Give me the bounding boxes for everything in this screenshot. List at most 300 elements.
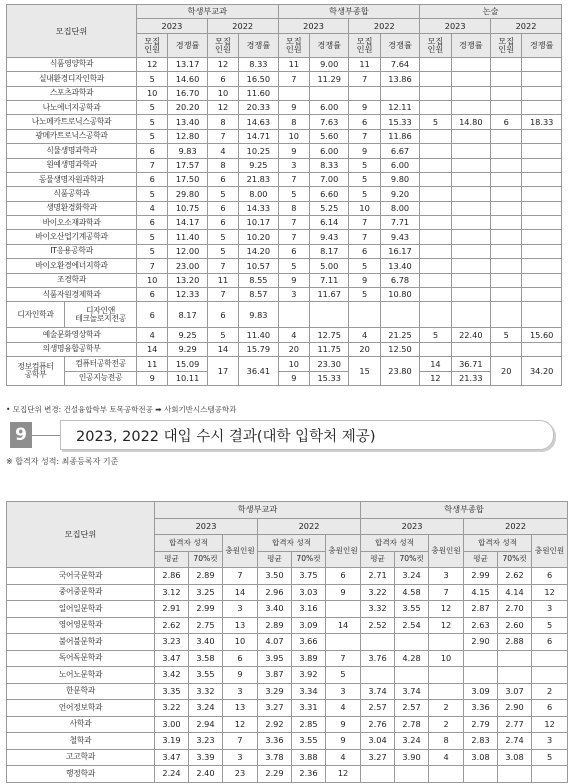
cell-value bbox=[532, 650, 568, 667]
cell-value: 7 bbox=[349, 230, 380, 244]
cell-value: 6.78 bbox=[380, 273, 420, 287]
cell-value bbox=[491, 259, 522, 273]
cell-value: 10 bbox=[278, 129, 309, 143]
cell-value: 34.20 bbox=[522, 357, 562, 386]
header-row bbox=[7, 502, 568, 519]
year-header: 2023 bbox=[420, 19, 491, 33]
table-row bbox=[7, 700, 568, 717]
section-number: 9 bbox=[10, 422, 32, 448]
unit-name: 실내환경디자인학과 bbox=[7, 72, 137, 86]
cell-value: 9.29 bbox=[168, 342, 207, 356]
cell-value: 8.55 bbox=[239, 273, 279, 287]
cell-value: 13.40 bbox=[168, 115, 207, 129]
recruit-header: 모집 인원 bbox=[137, 33, 168, 57]
cell-value: 8 bbox=[278, 115, 309, 129]
cell-value: 6 bbox=[137, 302, 168, 328]
cell-value bbox=[522, 288, 562, 302]
unit-name: 식물생명과학과 bbox=[7, 144, 137, 158]
unit-name: 나노메카트로닉스공학과 bbox=[7, 115, 137, 129]
table-row bbox=[7, 57, 562, 71]
cell-value: 10.17 bbox=[239, 216, 279, 230]
table-row bbox=[7, 667, 568, 684]
cell-value: 3.24 bbox=[395, 733, 429, 750]
section-title: 2023, 2022 대입 수시 결과(대학 입학처 제공) bbox=[76, 429, 376, 445]
cell-value: 15.33 bbox=[380, 115, 420, 129]
table-row bbox=[7, 72, 562, 86]
cell-value: 11 bbox=[137, 357, 168, 371]
cell-value: 5 bbox=[137, 115, 168, 129]
cell-value: 7 bbox=[349, 216, 380, 230]
cell-value: 12 bbox=[326, 766, 361, 783]
cell-value: 2.24 bbox=[155, 766, 189, 783]
cell-value bbox=[451, 158, 490, 172]
cell-value bbox=[420, 244, 451, 258]
cell-value: 7.63 bbox=[309, 115, 348, 129]
cell-value: 11 bbox=[349, 57, 380, 71]
cell-value: 3 bbox=[223, 683, 258, 700]
cell-value: 6 bbox=[532, 634, 568, 651]
cell-value: 2.60 bbox=[498, 617, 532, 634]
cell-value: 7 bbox=[207, 288, 238, 302]
cell-value bbox=[429, 634, 464, 651]
major-name: 인공지능전공 bbox=[65, 371, 137, 385]
cell-value: 3.07 bbox=[498, 683, 532, 700]
cell-value: 5 bbox=[137, 100, 168, 114]
cell-value: 9 bbox=[137, 371, 168, 385]
cell-value: 5 bbox=[207, 244, 238, 258]
cell-value: 5 bbox=[137, 230, 168, 244]
cell-value bbox=[522, 244, 562, 258]
cell-value bbox=[451, 57, 490, 71]
cell-value: 2 bbox=[532, 683, 568, 700]
unit-name: 예술문화영상학과 bbox=[7, 328, 137, 342]
cell-value: 6 bbox=[532, 700, 568, 717]
cell-value bbox=[491, 57, 522, 71]
cell-value: 12.75 bbox=[309, 328, 348, 342]
unit-name: 스포츠과학과 bbox=[7, 86, 137, 100]
table-row bbox=[7, 716, 568, 733]
cell-value: 3.04 bbox=[361, 733, 395, 750]
cell-value: 5 bbox=[137, 72, 168, 86]
unit-name: 독어독문학과 bbox=[7, 650, 155, 667]
cell-value bbox=[309, 302, 348, 328]
cell-value: 8.33 bbox=[309, 158, 348, 172]
cut-header: 70%컷 bbox=[292, 551, 326, 568]
cell-value bbox=[395, 667, 429, 684]
cell-value bbox=[420, 342, 451, 356]
cell-value: 9 bbox=[278, 100, 309, 114]
cell-value bbox=[420, 57, 451, 71]
cell-value: 7 bbox=[349, 72, 380, 86]
cell-value: 5 bbox=[420, 328, 451, 342]
cell-value bbox=[451, 230, 490, 244]
avg-header: 평균 bbox=[361, 551, 395, 568]
table-row bbox=[7, 129, 562, 143]
cell-value: 2.79 bbox=[464, 716, 498, 733]
cell-value: 7 bbox=[429, 584, 464, 601]
recruit-header: 모집 인원 bbox=[420, 33, 451, 57]
year-header: 2023 bbox=[361, 518, 464, 535]
cell-value bbox=[380, 86, 420, 100]
cell-value: 17 bbox=[207, 357, 238, 386]
cell-value: 12 bbox=[137, 57, 168, 71]
cell-value bbox=[349, 86, 380, 100]
year-header: 2022 bbox=[207, 19, 278, 33]
cell-value: 7.11 bbox=[309, 273, 348, 287]
cell-value: 10.57 bbox=[239, 259, 279, 273]
cell-value: 2.57 bbox=[361, 700, 395, 717]
unit-name: 행정학과 bbox=[7, 766, 155, 783]
cell-value: 7 bbox=[278, 172, 309, 186]
year-header: 2022 bbox=[349, 19, 420, 33]
cell-value: 14.60 bbox=[168, 72, 207, 86]
cell-value: 5 bbox=[137, 187, 168, 201]
cell-value: 7 bbox=[278, 72, 309, 86]
table-row bbox=[7, 617, 568, 634]
cell-value: 3.90 bbox=[395, 749, 429, 766]
cell-value: 3.27 bbox=[361, 749, 395, 766]
table-row bbox=[7, 584, 568, 601]
unit-name: 일어일문학과 bbox=[7, 601, 155, 618]
cell-value: 13.17 bbox=[168, 57, 207, 71]
cell-value: 15 bbox=[349, 357, 380, 386]
cell-value: 6.67 bbox=[380, 144, 420, 158]
cell-value bbox=[326, 601, 361, 618]
cell-value: 3.75 bbox=[292, 568, 326, 585]
year-header: 2022 bbox=[464, 518, 568, 535]
unit-name: 정보컴퓨터 공학부 bbox=[7, 357, 65, 386]
cell-value: 15.09 bbox=[168, 357, 207, 371]
cell-value: 5 bbox=[207, 328, 238, 342]
rate-header: 경쟁률 bbox=[522, 33, 562, 57]
cell-value: 4 bbox=[429, 749, 464, 766]
cell-value: 8.57 bbox=[239, 288, 279, 302]
cell-value bbox=[491, 129, 522, 143]
year-header: 2022 bbox=[491, 19, 562, 33]
cell-value: 29.80 bbox=[168, 187, 207, 201]
cell-value: 3.47 bbox=[155, 749, 189, 766]
cell-value bbox=[420, 288, 451, 302]
cell-value: 12 bbox=[207, 57, 238, 71]
cell-value: 11.40 bbox=[239, 328, 279, 342]
cell-value bbox=[491, 273, 522, 287]
cell-value: 2.76 bbox=[361, 716, 395, 733]
cell-value: 9.83 bbox=[168, 144, 207, 158]
cell-value: 20 bbox=[349, 342, 380, 356]
cell-value bbox=[420, 259, 451, 273]
cell-value: 2.78 bbox=[395, 716, 429, 733]
cell-value: 3.74 bbox=[361, 683, 395, 700]
cell-value bbox=[491, 230, 522, 244]
unit-name: 식품공학과 bbox=[7, 187, 137, 201]
cell-value: 9 bbox=[349, 273, 380, 287]
extra-header: 충원인원 bbox=[429, 535, 464, 568]
cell-value: 5 bbox=[532, 617, 568, 634]
rate-header: 경쟁률 bbox=[168, 33, 207, 57]
cell-value: 14.20 bbox=[239, 244, 279, 258]
cell-value: 4.07 bbox=[258, 634, 292, 651]
cell-value: 11.86 bbox=[380, 129, 420, 143]
cell-value: 8.33 bbox=[239, 57, 279, 71]
cell-value: 9 bbox=[223, 667, 258, 684]
cell-value: 7 bbox=[223, 733, 258, 750]
unit-name: 철학과 bbox=[7, 733, 155, 750]
cell-value bbox=[429, 766, 464, 783]
cell-value bbox=[420, 86, 451, 100]
cell-value: 13.40 bbox=[380, 259, 420, 273]
table-row bbox=[7, 144, 562, 158]
cell-value bbox=[491, 158, 522, 172]
cell-value bbox=[451, 216, 490, 230]
cell-value bbox=[420, 273, 451, 287]
table-row bbox=[7, 749, 568, 766]
cell-value: 2 bbox=[429, 700, 464, 717]
cell-value: 2.62 bbox=[498, 568, 532, 585]
cell-value bbox=[451, 72, 490, 86]
cell-value: 9.25 bbox=[168, 328, 207, 342]
unit-name: 광메카트로닉스공학과 bbox=[7, 129, 137, 143]
cell-value: 7 bbox=[278, 216, 309, 230]
unit-name: 바이오소재과학과 bbox=[7, 216, 137, 230]
cell-value bbox=[451, 259, 490, 273]
cell-value bbox=[429, 667, 464, 684]
cell-value bbox=[451, 302, 490, 328]
table-row bbox=[7, 86, 562, 100]
group-header: 학생부교과 bbox=[137, 5, 279, 19]
cell-value: 2.89 bbox=[258, 617, 292, 634]
cell-value: 15.79 bbox=[239, 342, 279, 356]
cell-value: 4 bbox=[278, 328, 309, 342]
cell-value: 10 bbox=[137, 273, 168, 287]
cell-value: 7 bbox=[278, 230, 309, 244]
cell-value: 6 bbox=[207, 216, 238, 230]
grade-header: 합격자 성적 bbox=[361, 535, 429, 552]
cell-value: 13 bbox=[223, 700, 258, 717]
cell-value: 3.27 bbox=[258, 700, 292, 717]
cell-value: 10.11 bbox=[168, 371, 207, 385]
cell-value: 7 bbox=[207, 129, 238, 143]
cell-value: 5 bbox=[349, 288, 380, 302]
table-row bbox=[7, 259, 562, 273]
cell-value: 14.63 bbox=[239, 115, 279, 129]
group-header: 학생부교과 bbox=[155, 502, 361, 519]
cell-value bbox=[420, 201, 451, 215]
table-row bbox=[7, 273, 562, 287]
cell-value bbox=[491, 244, 522, 258]
cell-value: 12 bbox=[429, 601, 464, 618]
cell-value bbox=[491, 201, 522, 215]
cell-value bbox=[522, 187, 562, 201]
cell-value: 10 bbox=[278, 357, 309, 371]
cell-value: 12.33 bbox=[168, 288, 207, 302]
section-header bbox=[6, 420, 562, 450]
cell-value: 12.80 bbox=[168, 129, 207, 143]
cell-value: 3.87 bbox=[258, 667, 292, 684]
cell-value: 16.50 bbox=[239, 72, 279, 86]
table-row bbox=[7, 371, 562, 385]
cell-value bbox=[429, 683, 464, 700]
cell-value: 3.09 bbox=[464, 683, 498, 700]
grade-header: 합격자 성적 bbox=[155, 535, 223, 552]
cell-value bbox=[522, 216, 562, 230]
cell-value bbox=[326, 634, 361, 651]
recruit-header: 모집 인원 bbox=[349, 33, 380, 57]
cell-value: 12 bbox=[429, 617, 464, 634]
cell-value: 6 bbox=[207, 201, 238, 215]
year-header: 2023 bbox=[155, 518, 258, 535]
unit-name: 생명환경화학과 bbox=[7, 201, 137, 215]
cell-value: 3 bbox=[278, 158, 309, 172]
cell-value bbox=[420, 216, 451, 230]
cell-value: 11.40 bbox=[168, 230, 207, 244]
cell-value: 10 bbox=[137, 86, 168, 100]
cell-value: 4 bbox=[137, 201, 168, 215]
cut-header: 70%컷 bbox=[498, 551, 532, 568]
cell-value: 6.60 bbox=[309, 187, 348, 201]
cell-value: 6 bbox=[137, 288, 168, 302]
cut-header: 70%컷 bbox=[395, 551, 429, 568]
extra-header: 충원인원 bbox=[223, 535, 258, 568]
cell-value: 3.08 bbox=[464, 749, 498, 766]
cell-value: 3.35 bbox=[155, 683, 189, 700]
cell-value: 9.43 bbox=[309, 230, 348, 244]
cell-value: 3.19 bbox=[155, 733, 189, 750]
cell-value bbox=[395, 634, 429, 651]
unit-name: 식품영양학과 bbox=[7, 57, 137, 71]
cell-value bbox=[451, 342, 490, 356]
cell-value bbox=[451, 288, 490, 302]
cell-value: 4 bbox=[326, 700, 361, 717]
table-row bbox=[7, 634, 568, 651]
cell-value: 3.23 bbox=[155, 634, 189, 651]
cell-value: 11.29 bbox=[309, 72, 348, 86]
cell-value bbox=[464, 766, 498, 783]
cell-value: 6 bbox=[207, 72, 238, 86]
cell-value: 14.33 bbox=[239, 201, 279, 215]
cell-value: 16.70 bbox=[168, 86, 207, 100]
cell-value bbox=[420, 172, 451, 186]
cell-value: 2.70 bbox=[498, 601, 532, 618]
cell-value: 5 bbox=[491, 328, 522, 342]
year-header: 2023 bbox=[278, 19, 349, 33]
cell-value bbox=[361, 634, 395, 651]
cell-value: 7 bbox=[207, 259, 238, 273]
cell-value: 3.25 bbox=[189, 584, 223, 601]
cell-value: 13 bbox=[223, 617, 258, 634]
cell-value: 5 bbox=[278, 187, 309, 201]
cell-value: 14 bbox=[207, 342, 238, 356]
unit-name: 원예생명과학과 bbox=[7, 158, 137, 172]
cell-value: 4 bbox=[207, 144, 238, 158]
unit-name: 바이오산업기계공학과 bbox=[7, 230, 137, 244]
table-row bbox=[7, 201, 562, 215]
cell-value: 2.87 bbox=[464, 601, 498, 618]
cell-value: 2.96 bbox=[258, 584, 292, 601]
unit-header: 모집단위 bbox=[7, 5, 137, 58]
cell-value: 3.40 bbox=[258, 601, 292, 618]
cell-value: 36.71 bbox=[451, 357, 490, 371]
unit-name: 식품자원경제학과 bbox=[7, 288, 137, 302]
cell-value bbox=[395, 766, 429, 783]
cell-value: 7.00 bbox=[309, 172, 348, 186]
cell-value bbox=[532, 766, 568, 783]
cell-value: 6 bbox=[223, 650, 258, 667]
cell-value: 9 bbox=[349, 100, 380, 114]
cell-value: 3.39 bbox=[189, 749, 223, 766]
cell-value: 2.62 bbox=[155, 617, 189, 634]
cell-value: 6.14 bbox=[309, 216, 348, 230]
cell-value: 2.85 bbox=[292, 716, 326, 733]
grade-header: 합격자 성적 bbox=[464, 535, 532, 552]
cell-value: 2.57 bbox=[395, 700, 429, 717]
cell-value: 12 bbox=[532, 584, 568, 601]
cell-value: 20 bbox=[278, 342, 309, 356]
header-row bbox=[7, 5, 562, 19]
cell-value: 4 bbox=[137, 328, 168, 342]
major-name: 디자인앤 테크놀로지전공 bbox=[65, 302, 137, 328]
unit-name: 중어중문학과 bbox=[7, 584, 155, 601]
rate-header: 경쟁률 bbox=[239, 33, 279, 57]
table-row bbox=[7, 342, 562, 356]
cell-value: 2.88 bbox=[498, 634, 532, 651]
cell-value: 9.80 bbox=[380, 172, 420, 186]
competition-table bbox=[6, 4, 562, 386]
year-header: 2023 bbox=[137, 19, 208, 33]
cell-value: 3 bbox=[532, 733, 568, 750]
cell-value: 12.50 bbox=[380, 342, 420, 356]
cell-value bbox=[420, 129, 451, 143]
unit-name: 디자인학과 bbox=[7, 302, 65, 328]
cell-value: 3.09 bbox=[292, 617, 326, 634]
cell-value bbox=[522, 86, 562, 100]
cell-value: 9 bbox=[278, 144, 309, 158]
cell-value bbox=[361, 667, 395, 684]
unit-name: 고고학과 bbox=[7, 749, 155, 766]
table-row bbox=[7, 244, 562, 258]
unit-name: 조경학과 bbox=[7, 273, 137, 287]
cell-value bbox=[451, 244, 490, 258]
cell-value: 6 bbox=[532, 568, 568, 585]
cell-value: 3.08 bbox=[498, 749, 532, 766]
cell-value: 36.41 bbox=[239, 357, 279, 386]
cell-value: 3.89 bbox=[292, 650, 326, 667]
unit-name: 사학과 bbox=[7, 716, 155, 733]
cell-value bbox=[420, 144, 451, 158]
cell-value: 7 bbox=[137, 259, 168, 273]
cell-value: 23 bbox=[223, 766, 258, 783]
cell-value: 7 bbox=[326, 650, 361, 667]
table-row bbox=[7, 601, 568, 618]
cell-value: 4 bbox=[326, 749, 361, 766]
cell-value: 4.15 bbox=[464, 584, 498, 601]
table-row bbox=[7, 357, 562, 371]
cell-value: 2.71 bbox=[361, 568, 395, 585]
grade-header: 합격자 성적 bbox=[258, 535, 326, 552]
unit-name: 노어노문학과 bbox=[7, 667, 155, 684]
unit-name: 바이오환경에너지학과 bbox=[7, 259, 137, 273]
cell-value: 7 bbox=[223, 568, 258, 585]
cell-value bbox=[532, 667, 568, 684]
cell-value: 2.90 bbox=[464, 634, 498, 651]
cell-value: 11 bbox=[278, 57, 309, 71]
cell-value: 3 bbox=[223, 601, 258, 618]
cell-value bbox=[451, 144, 490, 158]
cell-value: 2.40 bbox=[189, 766, 223, 783]
cell-value: 12 bbox=[207, 100, 238, 114]
extra-header: 충원인원 bbox=[326, 535, 361, 568]
unit-name: IT응용공학과 bbox=[7, 244, 137, 258]
cell-value bbox=[491, 302, 522, 328]
